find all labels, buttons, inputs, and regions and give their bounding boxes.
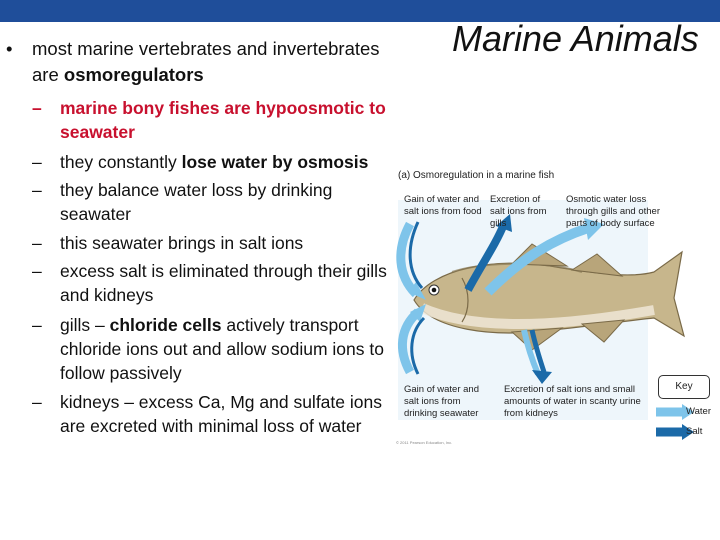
slide-title: Marine Animals — [452, 18, 699, 59]
sub-bullet-text: excess salt is eliminated through their gills and kidneys — [60, 261, 387, 305]
dash-marker: – — [32, 261, 42, 281]
dash-marker: – — [32, 392, 42, 412]
osmoregulation-figure — [392, 160, 720, 460]
dash-marker: – — [32, 315, 42, 335]
label-excretion-gills: Excretion of salt ions from gills — [490, 194, 547, 229]
figure-credit: © 2011 Pearson Education, Inc. — [396, 440, 453, 445]
key-box: Key — [658, 375, 710, 399]
sub-bullet-text — [60, 313, 390, 385]
bold-run: lose water by osmosis — [181, 152, 369, 172]
text-run: they constantly — [60, 152, 182, 172]
sub-bullet-text: marine bony fishes are hypoosmotic to seawater — [60, 98, 386, 142]
main-bullet-plain: most marine vertebrates and invertebrates are — [32, 38, 380, 85]
figure-caption: (a) Osmoregulation in a marine fish — [398, 170, 555, 181]
bold-run: chloride cells — [109, 315, 222, 335]
dash-marker: – — [32, 180, 42, 200]
sub-bullet-text: kidneys – excess Ca, Mg and sulfate ions are excreted with minimal loss of water — [60, 392, 382, 436]
sub-bullet-text: they balance water loss by drinking seawater — [60, 180, 333, 224]
text-run: actively transport chloride ions out and allow sodium ions to follow passively — [60, 315, 384, 383]
dash-marker: – — [32, 233, 42, 253]
label-food: Gain of water and salt ions from food — [404, 194, 482, 217]
label-kidneys: Excretion of salt ions and small amounts of water in scanty urine from kidneys — [504, 384, 641, 419]
dash-marker: – — [32, 98, 42, 118]
main-bullet-bold: osmoregulators — [63, 64, 204, 85]
main-bullet-text — [32, 36, 392, 88]
label-drinking: Gain of water and salt ions from drinking seawater — [404, 384, 479, 419]
key-water-label: Water — [686, 406, 711, 417]
dash-marker: – — [32, 152, 42, 172]
key-salt-label: Salt — [686, 426, 703, 437]
sub-bullet-text: this seawater brings in salt ions — [60, 233, 304, 253]
label-osmotic: Osmotic water loss through gills and other parts of body surface — [566, 194, 661, 229]
sub-bullet-text — [60, 150, 390, 174]
text-run: gills – — [60, 315, 110, 335]
bullet-marker: • — [6, 38, 13, 59]
